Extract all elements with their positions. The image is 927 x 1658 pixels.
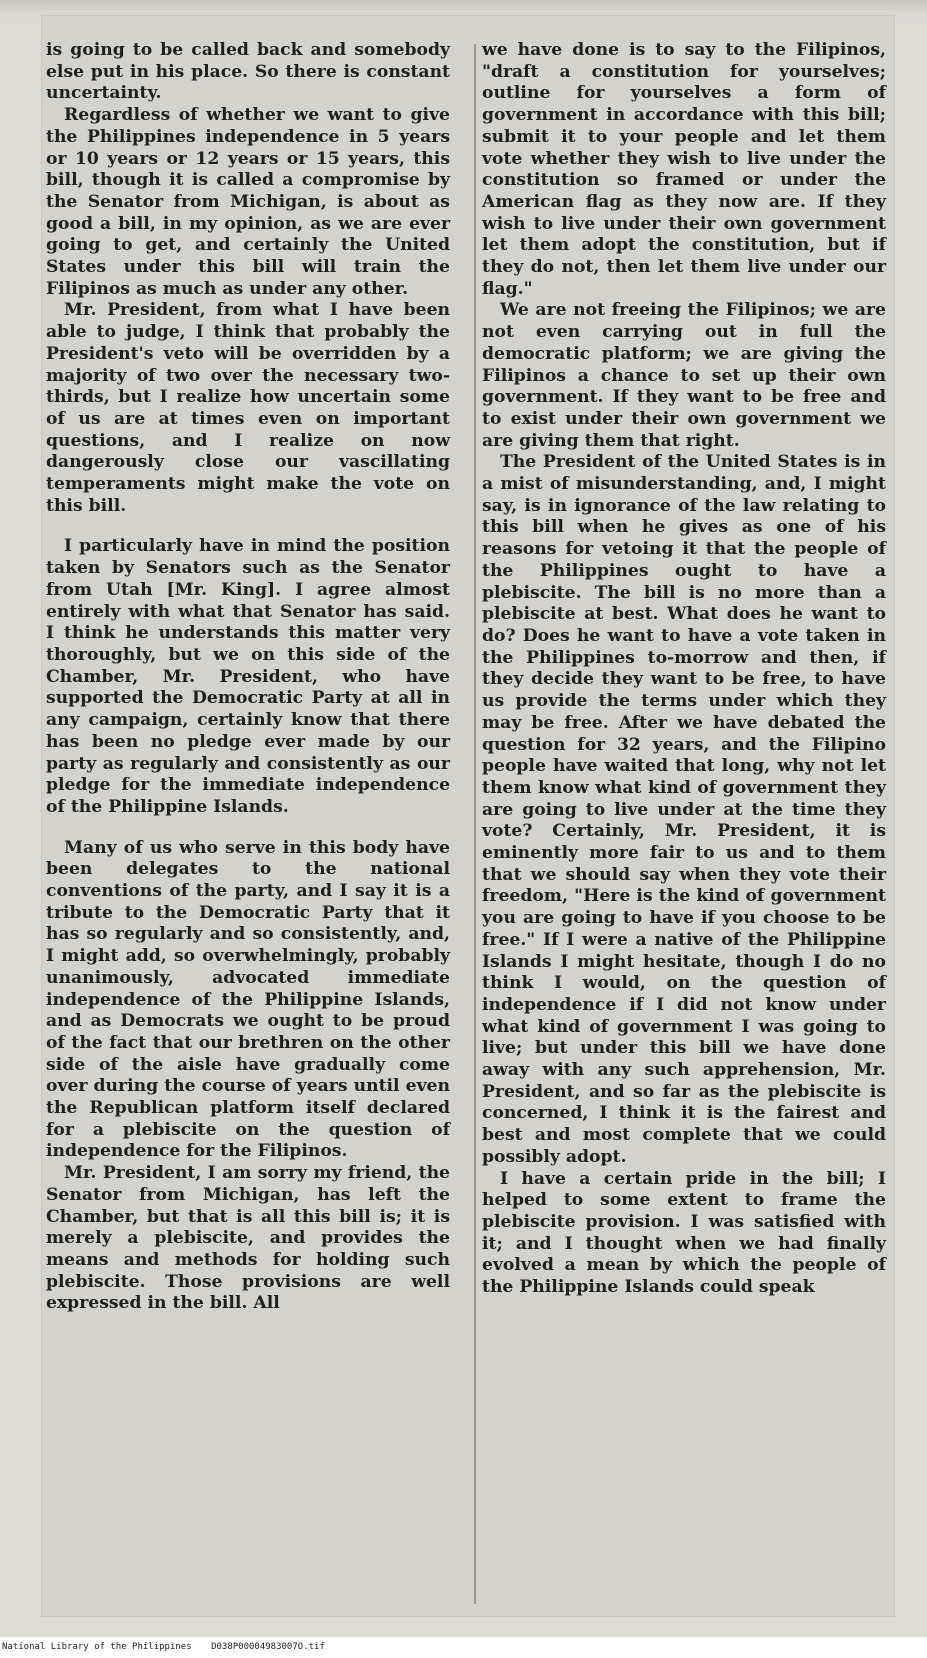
- paragraph: Regardless of whether we want to give the Philippines independence in 5 years or 10 years or 12 years or 15 years, this bill, though it is called a compromise by the Senator from Michigan, is about as good a bill, in my opinion, as we are ever going to get, and certainly the United States under this bill will train the Filipinos as much as under any other.: [46, 105, 450, 299]
- paragraph: Mr. President, from what I have been able to judge, I think that probably the President's veto will be overridden by a majority of two over the necessary two-thirds, but I realize how uncertain some of us are at times even on important questions, and I realize on now dangerously close our vascillating temperaments might make the vote on this bill.: [46, 300, 450, 516]
- scan-footer: [0, 1637, 927, 1658]
- paragraph: I have a certain pride in the bill; I helped to some extent to frame the plebiscite provision. I was satisfied with it; and I thought when we had finally evolved a mean by which the people of the Philippine Islands could speak: [482, 1168, 886, 1298]
- column-divider: [474, 44, 476, 1604]
- left-column: [46, 40, 450, 1315]
- paragraph: We are not freeing the Filipinos; we are not even carrying out in full the democratic platform; we are giving the Filipinos a chance to set up their own government. If they want to be free and to exist under their own government we are giving them that right.: [482, 300, 886, 451]
- footer-institution: National Library of the Philippines: [2, 1642, 192, 1652]
- paragraph: Many of us who serve in this body have been delegates to the national conventions of the party, and I say it is a tribute to the Democratic Party that it has so regularly and so consistently, and, I might add, so overwhelmingly, probably unanimously, advocated immediate independence of the Philippine Islands, and as Democrats we ought to be proud of the fact that our brethren on the other side of the aisle have gradually come over during the course of years until even the Republican platform itself declared for a plebiscite on the question of independence for the Filipinos.: [46, 837, 450, 1162]
- paragraph: we have done is to say to the Filipinos, "draft a constitution for yourselves; outline for yourselves a form of government in accordance with this bill; submit it to your people and let them vote whether they wish to live under the constitution so framed or under the American flag as they now are. If they wish to live under their own government let them adopt the constitution, but if they do not, then let them live under our flag.": [482, 40, 886, 299]
- paragraph: I particularly have in mind the position taken by Senators such as the Senator from Utah [Mr. King]. I agree almost entirely with what that Senator has said. I think he understands this matter very thoroughly, but we on this side of the Chamber, Mr. President, who have supported the Democratic Party at all in any campaign, certainly know that there has been no pledge ever made by our party as regularly and consistently as our pledge for the immediate independence of the Philippine Islands.: [46, 536, 450, 817]
- paragraph: The President of the United States is in a mist of misunderstanding, and, I might say, is in ignorance of the law relating to this bill when he gives as one of his reasons for vetoing it that the people of the Philippines ought to have a plebiscite. The bill is no more than a plebiscite at best. What does he want to do? Does he want to have a vote taken in the Philippines to-morrow and then, if they decide they want to be free, to have us provide the terms under which they may be free. After we have debated the question for 32 years, and the Filipino people have waited that long, why not let them know what kind of government they are going to live under at the time they vote? Certainly, Mr. President, it is eminently more fair to us and to them that we should say when they vote their freedom, "Here is the kind of government you are going to have if you choose to be free." If I were a native of the Philippine Islands I might hesitate, though I do no think I would, on the question of independence if I did not know under what kind of government I was going to live; but under this bill we have done away with any such apprehension, Mr. President, and so far as the plebiscite is concerned, I think it is the fairest and best and most complete that we could possibly adopt.: [482, 452, 886, 1167]
- newspaper-clipping: [42, 16, 894, 1616]
- right-column: [482, 40, 886, 1299]
- paragraph: is going to be called back and somebody else put in his place. So there is constant uncertainty.: [46, 40, 450, 104]
- paragraph: Mr. President, I am sorry my friend, the Senator from Michigan, has left the Chamber, but that is all this bill is; it is merely a plebiscite, and provides the means and methods for holding such plebiscite. Those provisions are well expressed in the bill. All: [46, 1163, 450, 1314]
- footer-file-id: D038P00004983007O.tif: [211, 1642, 325, 1652]
